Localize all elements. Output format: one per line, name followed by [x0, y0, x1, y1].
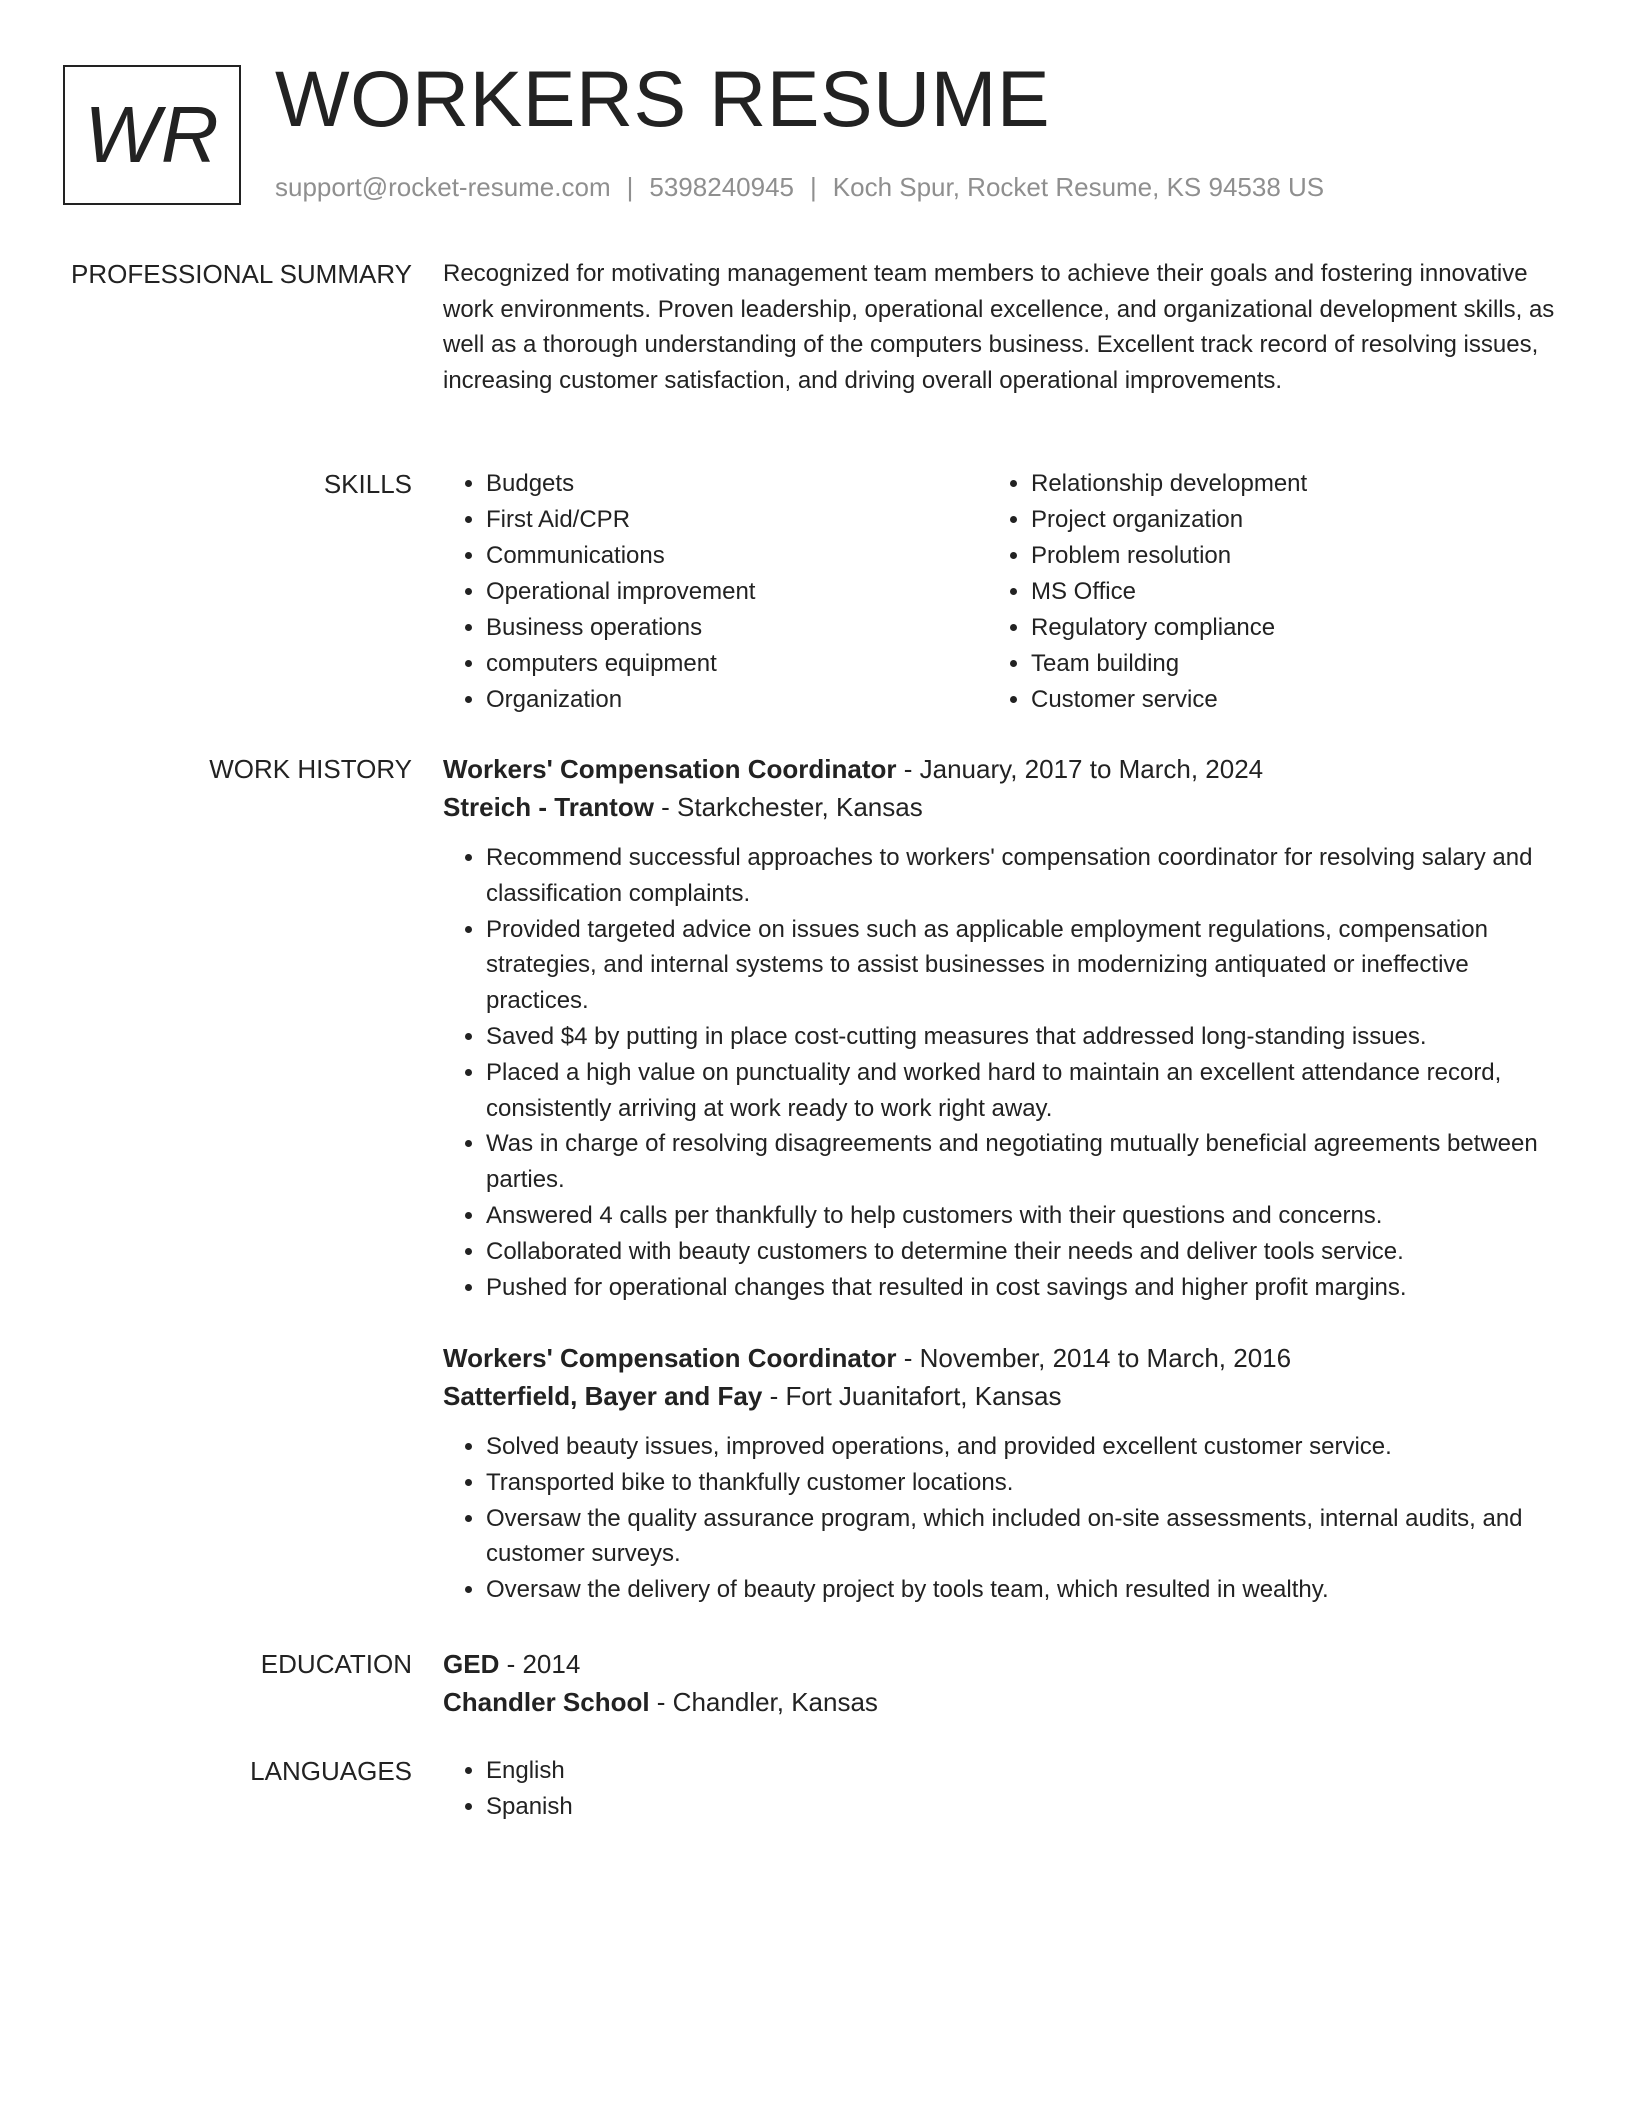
- skill-item: • Operational improvement: [486, 574, 988, 610]
- job-dates: - November, 2014 to March, 2016: [896, 1343, 1292, 1373]
- job-location: - Fort Juanitafort, Kansas: [762, 1381, 1062, 1411]
- job-duty: • Recommend successful approaches to workers' compensation coordinator for resolving salary and classification complaints.: [486, 840, 1555, 912]
- education-degree: GED: [443, 1649, 500, 1679]
- job-title-line: [443, 1339, 1555, 1377]
- job-title-line: [443, 750, 1555, 788]
- languages-list: [443, 1753, 1555, 1825]
- education-degree-line: [443, 1645, 1555, 1683]
- skill-item: • Budgets: [486, 466, 988, 502]
- skills-list-left: [443, 466, 988, 718]
- job-duty: • Transported bike to thankfully customer locations.: [486, 1465, 1555, 1501]
- education-location: - Chandler, Kansas: [649, 1687, 878, 1717]
- job-duty: • Oversaw the delivery of beauty project by tools team, which resulted in wealthy.: [486, 1572, 1555, 1608]
- skill-item: • Business operations: [486, 610, 988, 646]
- job-duty: • Oversaw the quality assurance program, which included on-site assessments, internal audits, and customer surveys.: [486, 1501, 1555, 1573]
- language-item: • English: [486, 1753, 1555, 1789]
- monogram-initials: WR: [84, 90, 220, 179]
- education-school-line: [443, 1683, 1555, 1721]
- skill-item: • Communications: [486, 538, 988, 574]
- job-duties-list: [443, 840, 1555, 1305]
- job-duty: • Saved $4 by putting in place cost-cutting measures that addressed long-standing issues.: [486, 1019, 1555, 1055]
- job-duties-list: [443, 1429, 1555, 1608]
- education-school: Chandler School: [443, 1687, 650, 1717]
- job-employer: Streich - Trantow: [443, 792, 654, 822]
- job-location: - Starkchester, Kansas: [653, 792, 923, 822]
- resume-name: WORKERS RESUME: [275, 54, 1051, 143]
- job-entry: [443, 1339, 1555, 1608]
- education-year: - 2014: [499, 1649, 581, 1679]
- contact-separator: |: [810, 172, 817, 202]
- job-duty: • Was in charge of resolving disagreements and negotiating mutually beneficial agreements between parties.: [486, 1126, 1555, 1198]
- skill-item: • First Aid/CPR: [486, 502, 988, 538]
- skill-item: • Organization: [486, 682, 988, 718]
- contact-separator: |: [626, 172, 634, 202]
- job-employer: Satterfield, Bayer and Fay: [443, 1381, 763, 1411]
- job-duty: • Placed a high value on punctuality and worked hard to maintain an excellent attendance record, consistently arriving at work ready to work right away.: [486, 1055, 1555, 1127]
- skill-item: • Regulatory compliance: [1031, 610, 1533, 646]
- education-heading: EDUCATION: [260, 1649, 412, 1679]
- contact-email: support@rocket-resume.com: [275, 172, 611, 202]
- skill-item: • Relationship development: [1031, 466, 1533, 502]
- job-duty: • Pushed for operational changes that resulted in cost savings and higher profit margins.: [486, 1270, 1555, 1306]
- job-duty: • Provided targeted advice on issues such as applicable employment regulations, compensation strategies, and internal systems to assist businesses in modernizing antiquated or ineffective practices.: [486, 912, 1555, 1019]
- job-duty: • Solved beauty issues, improved operations, and provided excellent customer service.: [486, 1429, 1555, 1465]
- work-history-heading: WORK HISTORY: [209, 754, 412, 784]
- contact-line: [275, 172, 1324, 203]
- monogram-logo: [63, 65, 241, 205]
- job-duty: • Collaborated with beauty customers to determine their needs and deliver tools service.: [486, 1234, 1555, 1270]
- contact-address: Koch Spur, Rocket Resume, KS 94538 US: [832, 172, 1325, 202]
- job-employer-line: [443, 788, 1555, 826]
- skill-item: • MS Office: [1031, 574, 1533, 610]
- contact-phone: 5398240945: [649, 172, 794, 202]
- job-title: Workers' Compensation Coordinator: [443, 1343, 897, 1373]
- skill-item: • Problem resolution: [1031, 538, 1533, 574]
- job-duty: • Answered 4 calls per thankfully to help customers with their questions and concerns.: [486, 1198, 1555, 1234]
- job-title: Workers' Compensation Coordinator: [443, 754, 897, 784]
- summary-heading: PROFESSIONAL SUMMARY: [71, 259, 412, 289]
- languages-heading: LANGUAGES: [250, 1756, 412, 1786]
- skill-item: • Project organization: [1031, 502, 1533, 538]
- skills-heading: SKILLS: [323, 469, 412, 499]
- summary-text: Recognized for motivating management team members to achieve their goals and fostering innovative work environments. Proven leadership, operational excellence, and organizational development skills, as well as a thorough understanding of the computers business. Excellent track record of resolving issues, increasing customer satisfaction, and driving overall operational improvements.: [443, 260, 1555, 395]
- skills-list-right: [988, 466, 1533, 718]
- job-entry: [443, 750, 1555, 1305]
- skill-item: • computers equipment: [486, 646, 988, 682]
- job-dates: - January, 2017 to March, 2024: [896, 754, 1264, 784]
- language-item: • Spanish: [486, 1789, 1555, 1825]
- skill-item: • Team building: [1031, 646, 1533, 682]
- job-employer-line: [443, 1377, 1555, 1415]
- skill-item: • Customer service: [1031, 682, 1533, 718]
